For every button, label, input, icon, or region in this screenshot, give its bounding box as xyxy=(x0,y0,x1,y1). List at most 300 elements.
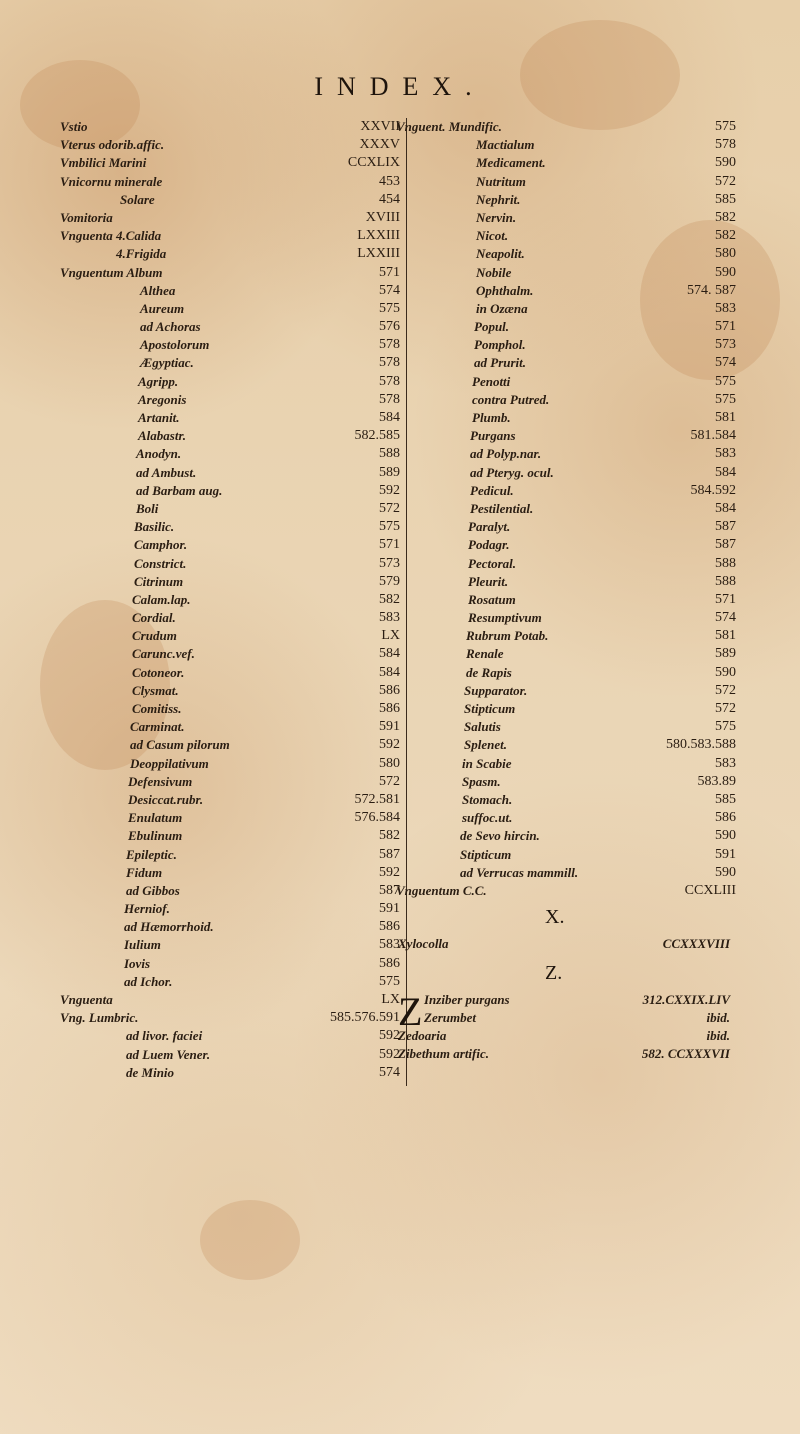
entry-term: Constrict. xyxy=(134,555,187,571)
entry-term: Vnguenta 4.Calida xyxy=(60,228,162,244)
entry-term: Iovis xyxy=(124,955,150,971)
entry-term: Pectoral. xyxy=(468,555,517,571)
index-entry xyxy=(60,500,400,518)
index-entry xyxy=(60,955,400,973)
entry-page: 590 xyxy=(715,264,736,280)
entry-page: 586 xyxy=(379,701,400,716)
entry-page: 586 xyxy=(379,919,400,935)
entry-page: 591 xyxy=(379,719,400,735)
index-entry xyxy=(60,1027,400,1045)
entry-page: 578 xyxy=(379,391,400,407)
entry-page: 580.583.588 xyxy=(666,737,736,753)
entry-term: Anodyn. xyxy=(136,446,182,462)
entry-page: 574. 587 xyxy=(687,282,736,298)
entry-page: 571 xyxy=(715,591,736,607)
entry-page: XXXV xyxy=(359,137,400,153)
entry-term: Vmbilici Marini xyxy=(60,155,147,171)
entry-page: 572 xyxy=(379,773,400,789)
index-entry xyxy=(60,773,400,791)
entry-term: Ebulinum xyxy=(128,828,183,844)
index-entry xyxy=(60,173,400,191)
entry-page: 590 xyxy=(715,664,736,680)
index-entry xyxy=(60,464,400,482)
entry-page: LXXIII xyxy=(357,228,400,244)
index-entry xyxy=(60,1009,400,1027)
entry-page: 584.592 xyxy=(690,482,736,498)
entry-page: ibid. xyxy=(706,1028,730,1043)
entry-page: 586 xyxy=(715,810,736,826)
entry-term: de Minio xyxy=(126,1064,175,1080)
index-entry xyxy=(396,827,736,845)
entry-term: in Scabie xyxy=(462,755,512,771)
entry-term: Aregonis xyxy=(138,391,187,407)
entry-term: Spasm. xyxy=(462,773,501,789)
index-entry xyxy=(396,245,736,263)
entry-page: 592 xyxy=(379,1028,400,1044)
index-entry xyxy=(60,191,400,209)
index-entry xyxy=(60,354,400,372)
entry-term: Citrinum xyxy=(134,573,184,589)
index-entry xyxy=(60,991,400,1009)
index-entry xyxy=(398,1010,730,1028)
index-entry xyxy=(396,500,736,518)
entry-page: 575 xyxy=(379,519,400,535)
index-entry xyxy=(396,391,736,409)
index-entry xyxy=(396,209,736,227)
entry-term: Epileptic. xyxy=(126,846,177,862)
entry-page: 591 xyxy=(379,901,400,917)
index-entry xyxy=(396,773,736,791)
index-entry xyxy=(60,1064,400,1082)
entry-page: CCXLIII xyxy=(684,882,736,898)
entry-page: LXXIII xyxy=(357,246,400,262)
index-entry xyxy=(60,336,400,354)
entry-term: Nicot. xyxy=(476,228,509,244)
entry-page: 588 xyxy=(715,573,736,589)
entry-page: 575 xyxy=(715,719,736,735)
entry-term: Deoppilativum xyxy=(130,755,209,771)
entry-page: 586 xyxy=(379,682,400,698)
entry-page: 581 xyxy=(715,410,736,425)
index-entry xyxy=(396,136,736,154)
entry-page: 587 xyxy=(715,537,736,553)
entry-term: Crudum xyxy=(132,628,177,644)
index-entry xyxy=(60,573,400,591)
entry-term: Inziber purgans xyxy=(424,992,510,1007)
entry-term: Enulatum xyxy=(128,810,183,826)
entry-page: 582.585 xyxy=(354,428,400,444)
entry-term: ad Barbam aug. xyxy=(136,482,223,498)
entry-page: 582. CCXXXVII xyxy=(641,1046,730,1061)
entry-term: Clysmat. xyxy=(132,682,179,698)
index-entry xyxy=(60,846,400,864)
entry-term: ad livor. faciei xyxy=(126,1028,203,1044)
entry-term: Penotti xyxy=(472,373,511,389)
index-entry xyxy=(396,227,736,245)
index-entry xyxy=(396,591,736,609)
index-entry xyxy=(60,391,400,409)
entry-term: Desiccat.rubr. xyxy=(128,791,204,807)
entry-term: Carminat. xyxy=(130,719,185,735)
entry-page: 587 xyxy=(379,846,400,862)
index-entry xyxy=(60,918,400,936)
entry-page: 578 xyxy=(379,373,400,389)
entry-page: 575 xyxy=(379,300,400,316)
entry-term: Plumb. xyxy=(472,410,511,425)
entry-term: Nutritum xyxy=(476,173,526,189)
entry-term: Vnguenta xyxy=(60,992,113,1007)
entry-term: Ophthalm. xyxy=(476,282,534,298)
entry-term: Aureum xyxy=(140,300,185,316)
entry-page: 574 xyxy=(379,1064,400,1080)
entry-page: 583 xyxy=(715,300,736,316)
entry-page: 575 xyxy=(715,391,736,407)
entry-term: Fidum xyxy=(126,864,163,880)
entry-page: 575 xyxy=(715,373,736,389)
index-entry xyxy=(60,445,400,463)
entry-term: de Rapis xyxy=(466,664,512,680)
entry-page: 573 xyxy=(715,337,736,353)
entry-page: 587 xyxy=(715,519,736,535)
entry-term: Artanit. xyxy=(138,410,180,425)
index-entry xyxy=(396,864,736,882)
entry-page: 584 xyxy=(379,410,400,425)
entry-term: Stomach. xyxy=(462,791,513,807)
index-entry xyxy=(398,1028,730,1046)
index-entry xyxy=(60,864,400,882)
entry-term: Vng. Lumbric. xyxy=(60,1010,139,1026)
index-entry xyxy=(396,264,736,282)
entry-term: Carunc.vef. xyxy=(132,646,195,662)
index-entry xyxy=(396,700,736,718)
entry-term: Cordial. xyxy=(132,610,176,626)
left-column xyxy=(60,118,400,1082)
entry-term: Renale xyxy=(466,646,504,662)
index-entry xyxy=(60,755,400,773)
page-title: INDEX. xyxy=(314,72,486,101)
index-entry xyxy=(60,427,400,445)
entry-term: Nobile xyxy=(476,264,512,280)
entry-page: 573 xyxy=(379,555,400,571)
index-entry xyxy=(396,482,736,500)
right-column xyxy=(396,118,736,900)
entry-page: 580 xyxy=(379,755,400,771)
entry-term: ad Ambust. xyxy=(136,464,197,480)
index-entry xyxy=(398,936,730,954)
entry-term: ad Prurit. xyxy=(474,355,527,371)
entry-term: Rubrum Potab. xyxy=(466,628,549,644)
entry-term: contra Putred. xyxy=(472,391,550,407)
entry-page: 579 xyxy=(379,573,400,589)
entry-term: Basilic. xyxy=(134,519,175,535)
entry-term: ad Pteryg. ocul. xyxy=(470,464,554,480)
entry-term: Althea xyxy=(140,282,176,298)
entry-page: 578 xyxy=(379,337,400,353)
entry-term: Rosatum xyxy=(468,591,516,607)
index-entry xyxy=(60,409,400,427)
index-entry xyxy=(396,882,736,900)
index-entry xyxy=(60,645,400,663)
entry-term: Ægyptiac. xyxy=(140,355,194,371)
entry-page: 583 xyxy=(379,610,400,626)
section-x-heading: X. xyxy=(545,906,565,928)
index-entry xyxy=(60,882,400,900)
index-entry xyxy=(60,791,400,809)
entry-term: Splenet. xyxy=(464,737,507,753)
index-entry xyxy=(60,718,400,736)
index-entry xyxy=(396,645,736,663)
index-entry xyxy=(60,900,400,918)
entry-page: 580 xyxy=(715,246,736,262)
index-entry xyxy=(396,282,736,300)
entry-page: 576 xyxy=(379,319,400,335)
index-entry xyxy=(398,1046,730,1064)
index-entry xyxy=(396,318,736,336)
index-entry xyxy=(60,1046,400,1064)
entry-page: 572 xyxy=(379,500,400,516)
index-entry xyxy=(60,827,400,845)
index-entry xyxy=(396,755,736,773)
entry-term: Zibethum artific. xyxy=(398,1046,489,1061)
index-entry xyxy=(396,573,736,591)
index-entry xyxy=(396,609,736,627)
entry-page: 578 xyxy=(379,355,400,371)
entry-page: 572.581 xyxy=(354,791,400,807)
index-entry xyxy=(396,682,736,700)
index-entry xyxy=(60,227,400,245)
entry-page: 576.584 xyxy=(354,810,400,826)
entry-term: Mactialum xyxy=(476,137,535,153)
entry-term: Pestilential. xyxy=(470,500,534,516)
entry-term: Podagr. xyxy=(468,537,510,553)
index-entry xyxy=(396,536,736,554)
entry-term: Comitiss. xyxy=(132,701,182,716)
entry-page: 583 xyxy=(715,755,736,771)
index-entry xyxy=(60,300,400,318)
index-entry xyxy=(396,373,736,391)
entry-page: 574 xyxy=(715,355,736,371)
index-entry xyxy=(396,846,736,864)
index-entry xyxy=(396,627,736,645)
entry-term: Salutis xyxy=(464,719,501,735)
index-entry xyxy=(396,173,736,191)
entry-term: Xylocolla xyxy=(398,936,449,951)
entry-page: 584 xyxy=(715,464,736,480)
entry-page: 574 xyxy=(379,282,400,298)
entry-page: 590 xyxy=(715,864,736,880)
index-entry xyxy=(60,736,400,754)
entry-page: 572 xyxy=(715,701,736,716)
entry-page: 585 xyxy=(715,791,736,807)
index-entry xyxy=(60,482,400,500)
index-entry xyxy=(60,154,400,172)
entry-term: Nephrit. xyxy=(476,191,521,207)
index-entry xyxy=(396,555,736,573)
entry-page: 585 xyxy=(715,191,736,207)
entry-page: 583 xyxy=(715,446,736,462)
index-entry xyxy=(398,992,730,1010)
entry-page: 588 xyxy=(379,446,400,462)
entry-term: Resumptivum xyxy=(468,610,542,626)
index-entry xyxy=(396,718,736,736)
entry-term: Cotoneor. xyxy=(132,664,185,680)
entry-page: 582 xyxy=(715,209,736,225)
index-entry xyxy=(60,373,400,391)
entry-term: ad Achoras xyxy=(140,319,201,335)
entry-term: Apostolorum xyxy=(140,337,210,353)
entry-term: Solare xyxy=(120,191,155,207)
index-entry xyxy=(60,700,400,718)
entry-term: ad Polyp.nar. xyxy=(470,446,542,462)
section-z-heading: Z. xyxy=(545,962,563,984)
index-entry xyxy=(60,136,400,154)
entry-term: Pomphol. xyxy=(474,337,526,353)
index-entry xyxy=(396,154,736,172)
paper-stain xyxy=(200,1200,300,1280)
index-entry xyxy=(396,300,736,318)
index-entry xyxy=(60,682,400,700)
entry-page: 592 xyxy=(379,737,400,753)
entry-term: Neapolit. xyxy=(476,246,525,262)
entry-term: Vnguentum Album xyxy=(60,264,163,280)
entry-page: 571 xyxy=(379,264,400,280)
entry-page: 584 xyxy=(379,646,400,662)
entry-page: 591 xyxy=(715,846,736,862)
entry-term: Vterus odorib.affic. xyxy=(60,137,165,153)
index-entry xyxy=(396,664,736,682)
index-entry xyxy=(60,318,400,336)
entry-page: XVIII xyxy=(365,209,400,225)
entry-term: Vomitoria xyxy=(60,209,113,225)
entry-page: 585.576.591 xyxy=(330,1010,400,1026)
index-entry xyxy=(396,118,736,136)
index-entry xyxy=(60,627,400,645)
entry-term: Herniof. xyxy=(124,901,170,917)
entry-page: 454 xyxy=(379,191,400,207)
entry-page: 582 xyxy=(715,228,736,244)
entry-term: Iulium xyxy=(124,937,161,953)
index-entry xyxy=(60,555,400,573)
index-entry xyxy=(60,264,400,282)
entry-term: Nervin. xyxy=(476,209,517,225)
entry-term: Vnicornu minerale xyxy=(60,173,163,189)
entry-term: Zedoaria xyxy=(398,1028,447,1043)
entry-page: 581 xyxy=(715,628,736,644)
entry-page: 583 xyxy=(379,937,400,953)
entry-page: 584 xyxy=(715,500,736,516)
index-entry xyxy=(60,664,400,682)
index-entry xyxy=(60,609,400,627)
entry-term: Agripp. xyxy=(138,373,179,389)
entry-page: LX xyxy=(381,628,400,644)
entry-page: CCXXXVIII xyxy=(662,936,730,951)
entry-term: Vnguent. Mundific. xyxy=(396,119,502,134)
entry-term: Stipticum xyxy=(460,846,512,862)
index-entry xyxy=(396,354,736,372)
index-entry xyxy=(60,518,400,536)
index-entry xyxy=(396,791,736,809)
entry-page: 574 xyxy=(715,610,736,626)
entry-page: 589 xyxy=(379,464,400,480)
entry-term: Pedicul. xyxy=(470,482,514,498)
index-entry xyxy=(60,282,400,300)
entry-term: Alabastr. xyxy=(138,428,187,444)
entry-term: Calam.lap. xyxy=(132,591,191,607)
entry-page: 572 xyxy=(715,682,736,698)
entry-page: 590 xyxy=(715,828,736,844)
entry-term: Popul. xyxy=(474,319,510,335)
drop-cap-z: Z xyxy=(398,989,423,1034)
entry-term: suffoc.ut. xyxy=(462,810,513,826)
index-entry xyxy=(396,445,736,463)
entry-page: 581.584 xyxy=(690,428,736,444)
entry-term: Vstio xyxy=(60,119,88,134)
entry-page: 572 xyxy=(715,173,736,189)
entry-page: 312.CXXIX.LIV xyxy=(642,992,730,1007)
index-entry xyxy=(396,427,736,445)
entry-page: 587 xyxy=(379,882,400,898)
entry-term: Paralyt. xyxy=(468,519,511,535)
index-entry xyxy=(60,245,400,263)
entry-term: ad Verrucas mammill. xyxy=(460,864,579,880)
entry-term: Vnguentum C.C. xyxy=(396,882,487,898)
entry-page: 584 xyxy=(379,664,400,680)
index-entry xyxy=(396,736,736,754)
entry-page: 592 xyxy=(379,864,400,880)
entry-term: 4.Frigida xyxy=(116,246,167,262)
entry-page: 592 xyxy=(379,482,400,498)
entry-term: Boli xyxy=(136,500,159,516)
index-entry xyxy=(396,464,736,482)
entry-term: Medicament. xyxy=(476,155,546,171)
entry-term: Purgans xyxy=(470,428,516,444)
index-entry xyxy=(60,118,400,136)
entry-page: 571 xyxy=(379,537,400,553)
index-entry xyxy=(60,591,400,609)
entry-page: 582 xyxy=(379,591,400,607)
entry-page: 453 xyxy=(379,173,400,189)
index-entry xyxy=(396,518,736,536)
entry-page: 586 xyxy=(379,955,400,971)
entry-page: 589 xyxy=(715,646,736,662)
entry-page: 592 xyxy=(379,1046,400,1062)
entry-page: XXVII xyxy=(360,119,400,134)
entry-page: 575 xyxy=(379,973,400,989)
entry-page: LX xyxy=(381,992,400,1007)
entry-term: Stipticum xyxy=(464,701,516,716)
entry-term: Pleurit. xyxy=(468,573,509,589)
entry-page: 590 xyxy=(715,155,736,171)
index-entry xyxy=(60,973,400,991)
entry-page: 578 xyxy=(715,137,736,153)
entry-term: Defensivum xyxy=(128,773,193,789)
entry-term: ad Ichor. xyxy=(124,973,173,989)
entry-term: ad Casum pilorum xyxy=(130,737,230,753)
entry-page: ibid. xyxy=(706,1010,730,1025)
entry-page: 583.89 xyxy=(697,773,736,789)
index-entry xyxy=(396,336,736,354)
index-entry xyxy=(396,191,736,209)
entry-term: ad Luem Vener. xyxy=(126,1046,211,1062)
entry-page: CCXLIX xyxy=(347,155,400,171)
entry-term: ad Hæmorrhoid. xyxy=(124,919,214,935)
entry-page: 575 xyxy=(715,119,736,134)
index-entry xyxy=(396,809,736,827)
entry-term: in Ozæna xyxy=(476,300,528,316)
entry-term: Zerumbet xyxy=(424,1010,476,1025)
entry-term: de Sevo hircin. xyxy=(460,828,540,844)
index-entry xyxy=(60,536,400,554)
